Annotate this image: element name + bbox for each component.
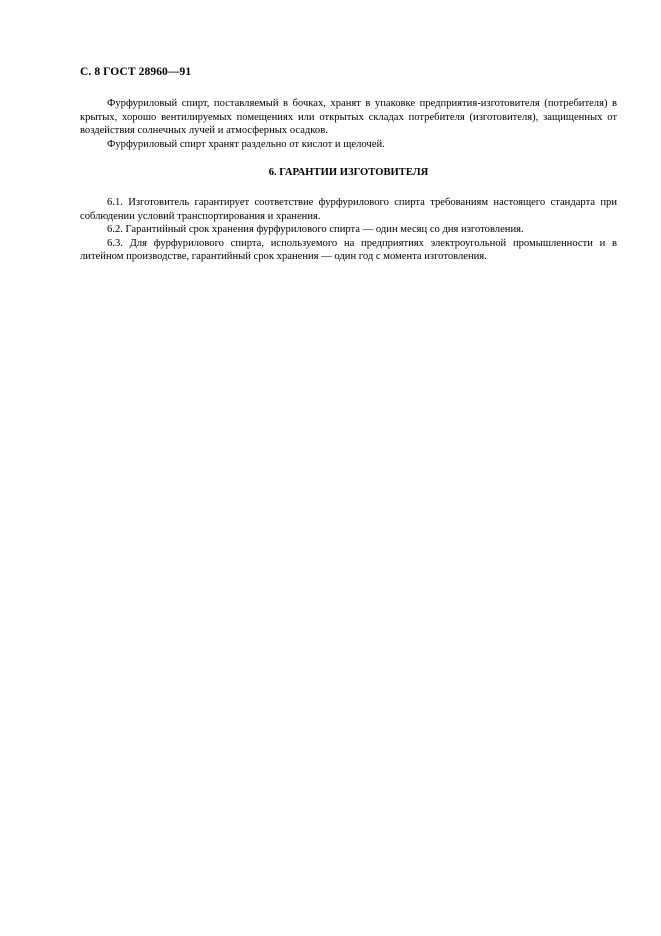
paragraph-6-2: 6.2. Гарантийный срок хранения фурфурилового спирта — один месяц со дня изготовления.: [107, 224, 524, 236]
section-6-text: [80, 196, 617, 264]
storage-text: [80, 97, 617, 151]
paragraph-storage-conditions: Фурфуриловый спирт, поставляемый в бочках, хранят в упаковке предприятия-изготовителя (потребителя) в крытых, хорошо вентилируемых помещениях или открытых складах потребителя (изготовителя), защищенных от воздействия солнечных лучей и атмосферных осадков.: [80, 98, 617, 137]
paragraph-storage-separate: Фурфуриловый спирт хранят раздельно от кислот и щелочей.: [107, 138, 385, 150]
running-header: С. 8 ГОСТ 28960—91: [80, 66, 192, 78]
paragraph-6-3: 6.3. Для фурфурилового спирта, используемого на предприятиях электроугольной промышленности и в литейном производстве, гарантийный срок хранения — один год с момента изготовления.: [80, 237, 617, 263]
section-heading: 6. ГАРАНТИИ ИЗГОТОВИТЕЛЯ: [268, 167, 429, 178]
paragraph-6-1: 6.1. Изготовитель гарантирует соответствие фурфурилового спирта требованиям настоящего стандарта при соблюдении условий транспортирования и хранения.: [80, 197, 617, 222]
